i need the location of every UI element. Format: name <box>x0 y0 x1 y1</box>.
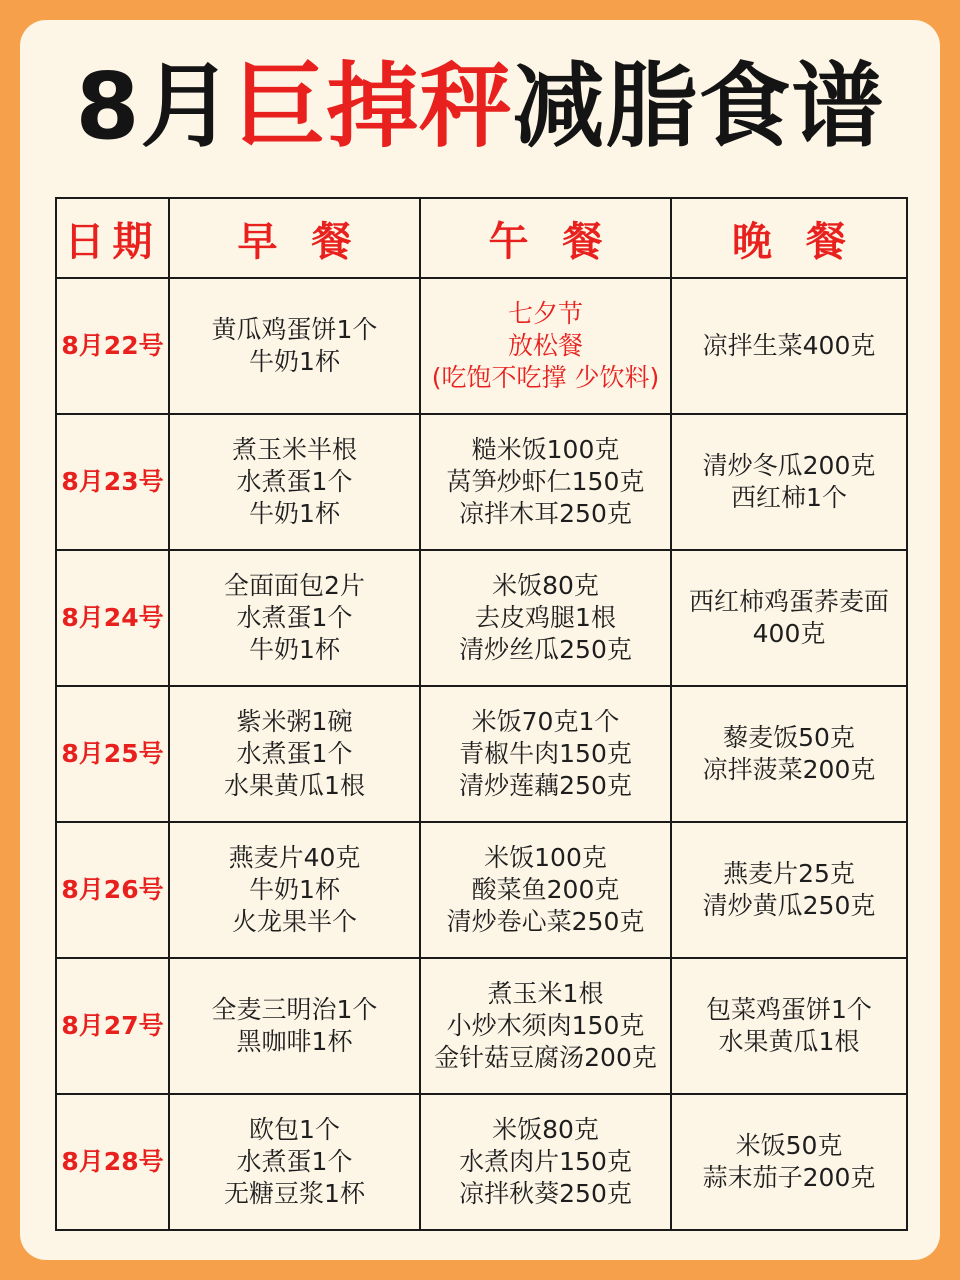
lunch-item: 米饭80克 <box>492 571 599 600</box>
table-row <box>56 278 907 414</box>
breakfast-cell <box>169 958 420 1094</box>
dinner-item: 清炒黄瓜250克 <box>702 891 876 920</box>
table-row <box>56 958 907 1094</box>
lunch-item: 米饭70克1个 <box>471 707 620 736</box>
date-cell: 8月26号 <box>56 822 169 958</box>
meal-plan-table <box>55 197 908 1231</box>
lunch-item: 清炒卷心菜250克 <box>446 907 645 936</box>
dinner-item: 400克 <box>752 619 826 648</box>
dinner-item: 包菜鸡蛋饼1个 <box>706 995 872 1024</box>
breakfast-cell <box>169 550 420 686</box>
dinner-item: 米饭50克 <box>735 1131 843 1160</box>
lunch-item: 莴笋炒虾仁150克 <box>446 467 645 496</box>
lunch-item: 放松餐 <box>507 331 583 360</box>
breakfast-item: 无糖豆浆1杯 <box>224 1179 365 1208</box>
table-row <box>56 550 907 686</box>
dinner-item: 凉拌菠菜200克 <box>702 755 876 784</box>
breakfast-item: 水煮蛋1个 <box>236 739 353 768</box>
lunch-item: 米饭100克 <box>484 843 607 872</box>
lunch-item: 酸菜鱼200克 <box>471 875 620 904</box>
breakfast-item: 牛奶1杯 <box>249 499 340 528</box>
lunch-cell <box>420 822 671 958</box>
breakfast-item: 全面面包2片 <box>224 571 365 600</box>
table-row <box>56 414 907 550</box>
header-breakfast: 早餐 <box>169 198 420 278</box>
dinner-item: 西红柿1个 <box>731 483 847 512</box>
dinner-item: 清炒冬瓜200克 <box>702 451 876 480</box>
table-header-row <box>56 198 907 278</box>
lunch-item: 金针菇豆腐汤200克 <box>434 1043 657 1072</box>
breakfast-item: 紫米粥1碗 <box>236 707 353 736</box>
lunch-cell <box>420 550 671 686</box>
dinner-item: 西红柿鸡蛋荞麦面 <box>688 587 889 616</box>
breakfast-item: 欧包1个 <box>249 1115 340 1144</box>
dinner-item: 水果黄瓜1根 <box>718 1027 860 1056</box>
header-date: 日期 <box>56 198 169 278</box>
breakfast-cell <box>169 1094 420 1230</box>
lunch-item: 糙米饭100克 <box>471 435 620 464</box>
breakfast-cell <box>169 822 420 958</box>
table-row <box>56 1094 907 1230</box>
breakfast-item: 燕麦片40克 <box>228 843 361 872</box>
breakfast-item: 火龙果半个 <box>231 907 357 936</box>
breakfast-cell <box>169 414 420 550</box>
page-title <box>0 52 960 162</box>
lunch-item: 米饭80克 <box>492 1115 599 1144</box>
breakfast-item: 水果黄瓜1根 <box>224 771 365 800</box>
breakfast-item: 水煮蛋1个 <box>236 467 353 496</box>
dinner-cell <box>671 958 907 1094</box>
lunch-cell <box>420 1094 671 1230</box>
header-dinner: 晚餐 <box>671 198 907 278</box>
breakfast-item: 煮玉米半根 <box>231 435 357 464</box>
breakfast-item: 牛奶1杯 <box>249 875 340 904</box>
table-row <box>56 686 907 822</box>
lunch-item: 去皮鸡腿1根 <box>475 603 616 632</box>
date-cell: 8月24号 <box>56 550 169 686</box>
lunch-cell <box>420 958 671 1094</box>
breakfast-item: 黑咖啡1杯 <box>236 1027 353 1056</box>
lunch-item: (吃饱不吃撑 少饮料) <box>431 363 660 392</box>
dinner-cell <box>671 686 907 822</box>
breakfast-item: 水煮蛋1个 <box>236 603 353 632</box>
lunch-item: 清炒丝瓜250克 <box>459 635 632 664</box>
title-highlight: 巨掉秤 <box>233 53 513 160</box>
lunch-item: 七夕节 <box>507 299 583 328</box>
lunch-cell <box>420 686 671 822</box>
dinner-cell <box>671 550 907 686</box>
lunch-item: 清炒莲藕250克 <box>459 771 632 800</box>
header-lunch: 午餐 <box>420 198 671 278</box>
dinner-item: 藜麦饭50克 <box>723 723 855 752</box>
table-row <box>56 822 907 958</box>
lunch-item: 水煮肉片150克 <box>459 1147 632 1176</box>
breakfast-item: 水煮蛋1个 <box>236 1147 353 1176</box>
date-cell: 8月23号 <box>56 414 169 550</box>
breakfast-item: 全麦三明治1个 <box>211 995 378 1024</box>
lunch-item: 小炒木须肉150克 <box>446 1011 645 1040</box>
dinner-cell <box>671 1094 907 1230</box>
date-cell: 8月28号 <box>56 1094 169 1230</box>
dinner-item: 蒜末茄子200克 <box>702 1163 876 1192</box>
title-rest: 减脂食谱 <box>512 53 885 160</box>
lunch-item: 青椒牛肉150克 <box>459 739 632 768</box>
lunch-cell <box>420 278 671 414</box>
breakfast-item: 牛奶1杯 <box>249 635 340 664</box>
dinner-cell <box>671 414 907 550</box>
dinner-cell <box>671 278 907 414</box>
breakfast-item: 黄瓜鸡蛋饼1个 <box>211 315 378 344</box>
date-cell: 8月27号 <box>56 958 169 1094</box>
breakfast-cell <box>169 686 420 822</box>
lunch-cell <box>420 414 671 550</box>
dinner-item: 凉拌生菜400克 <box>702 331 876 360</box>
breakfast-cell <box>169 278 420 414</box>
title-month: 8月 <box>75 53 234 160</box>
dinner-item: 燕麦片25克 <box>723 859 855 888</box>
breakfast-item: 牛奶1杯 <box>249 347 340 376</box>
dinner-cell <box>671 822 907 958</box>
date-cell: 8月22号 <box>56 278 169 414</box>
lunch-item: 凉拌木耳250克 <box>459 499 632 528</box>
lunch-item: 煮玉米1根 <box>487 979 604 1008</box>
date-cell: 8月25号 <box>56 686 169 822</box>
lunch-item: 凉拌秋葵250克 <box>459 1179 632 1208</box>
